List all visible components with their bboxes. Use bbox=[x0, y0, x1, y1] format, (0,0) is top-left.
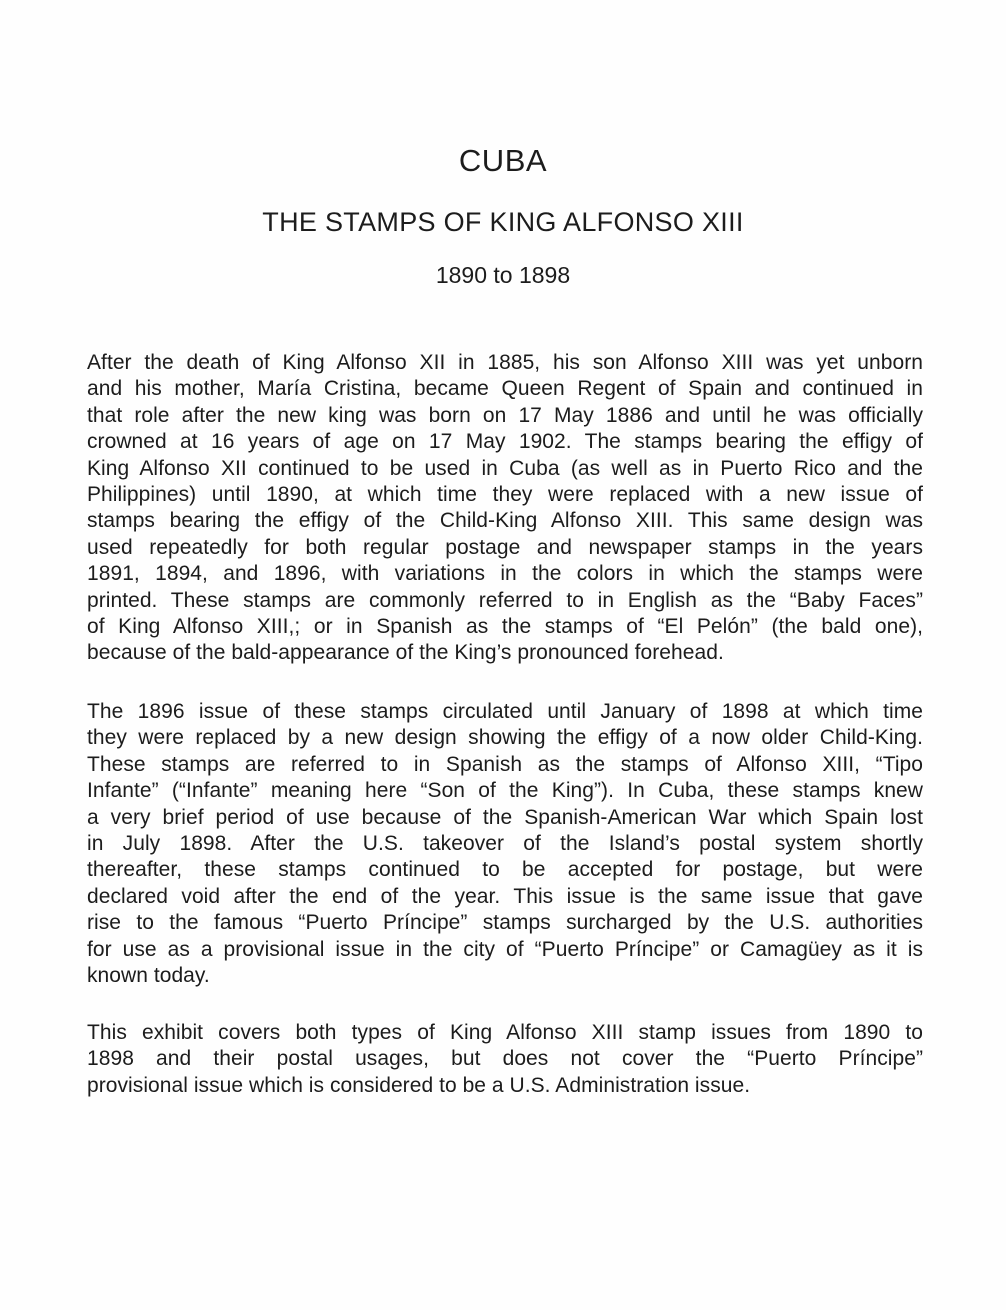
text-line: known today. bbox=[87, 964, 210, 988]
page-subtitle: THE STAMPS OF KING ALFONSO XIII bbox=[262, 207, 744, 237]
text-line: This exhibit covers both types of King Alfonso XIII stamp issues from 1890 to bbox=[87, 1021, 923, 1044]
text-line: 1898 and their postal usages, but does not cover the “Puerto Príncipe” bbox=[87, 1047, 923, 1071]
text-line: 1891, 1894, and 1896, with variations in the colors in which the stamps were bbox=[87, 562, 923, 586]
text-line: that role after the new king was born on 17 May 1886 and until he was officially bbox=[87, 403, 923, 427]
text-line: King Alfonso XII continued to be used in Cuba (as well as in Puerto Rico and the bbox=[87, 456, 923, 480]
text-line: declared void after the end of the year. This issue is the same issue that gave bbox=[87, 884, 923, 908]
text-line: stamps bearing the effigy of the Child-King Alfonso XIII. This same design was bbox=[87, 509, 923, 533]
text-line: because of the bald-appearance of the King’s pronounced forehead. bbox=[87, 641, 724, 665]
text-line: and his mother, María Cristina, became Queen Regent of Spain and continued in bbox=[87, 377, 923, 401]
paragraph-1896-issue bbox=[87, 699, 923, 989]
text-line: in July 1898. After the U.S. takeover of the Island’s postal system shortly bbox=[87, 832, 923, 856]
text-line: of King Alfonso XIII,; or in Spanish as the stamps of “El Pelón” (the bald one), bbox=[87, 615, 923, 639]
text-line: for use as a provisional issue in the city of “Puerto Príncipe” or Camagüey as it is bbox=[87, 937, 923, 961]
text-line: printed. These stamps are commonly referred to in English as the “Baby Faces” bbox=[87, 588, 923, 612]
text-line: crowned at 16 years of age on 17 May 1902. The stamps bearing the effigy of bbox=[87, 430, 923, 454]
text-line: thereafter, these stamps continued to be accepted for postage, but were bbox=[87, 858, 923, 882]
text-line: rise to the famous “Puerto Príncipe” stamps surcharged by the U.S. authorities bbox=[87, 911, 923, 935]
text-line: they were replaced by a new design showing the effigy of a now older Child-King. bbox=[87, 726, 923, 750]
date-range: 1890 to 1898 bbox=[435, 262, 571, 288]
page-title: CUBA bbox=[458, 143, 548, 178]
text-line: Philippines) until 1890, at which time they were replaced with a new issue of bbox=[87, 483, 923, 507]
paragraph-history bbox=[87, 350, 923, 667]
text-line: used repeatedly for both regular postage and newspaper stamps in the years bbox=[87, 535, 923, 559]
paragraph-exhibit-scope bbox=[87, 1020, 923, 1099]
text-line: a very brief period of use because of the Spanish-American War which Spain lost bbox=[87, 805, 923, 829]
text-line: These stamps are referred to in Spanish as the stamps of Alfonso XIII, “Tipo bbox=[87, 752, 923, 776]
text-line: The 1896 issue of these stamps circulated until January of 1898 at which time bbox=[87, 700, 923, 723]
text-line: provisional issue which is considered to be a U.S. Administration issue. bbox=[87, 1073, 751, 1097]
text-line: Infante” (“Infante” meaning here “Son of the King”). In Cuba, these stamps knew bbox=[87, 779, 923, 803]
text-line: After the death of King Alfonso XII in 1885, his son Alfonso XIII was yet unborn bbox=[87, 351, 923, 374]
